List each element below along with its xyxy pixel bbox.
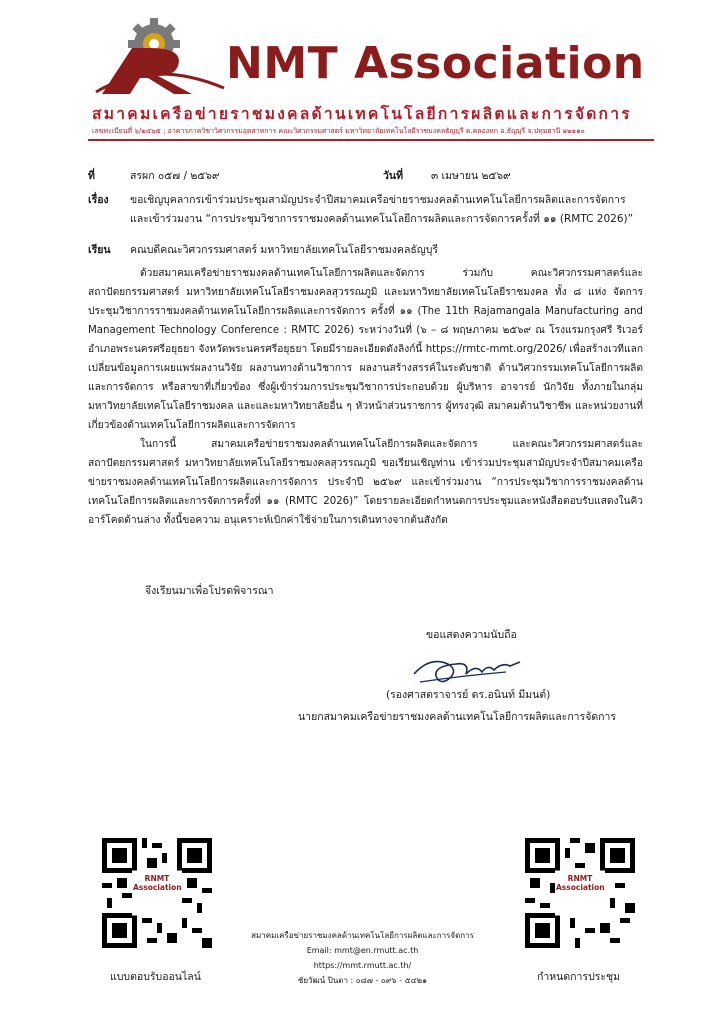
closing-sentence: จึงเรียนมาเพื่อโปรดพิจารณา bbox=[145, 585, 274, 597]
footer-email[interactable]: Email: mmt@en.rmutt.ac.th bbox=[306, 946, 419, 955]
date-value: ๓ เมษายน ๒๕๖๙ bbox=[431, 170, 511, 182]
recipient-label: เรียน bbox=[88, 244, 111, 256]
org-address: เลขทะเบียนที่ ๖/๒๕๖๕ ; อาคารภาควิชาวิศวกรรมอุตสาหการ คณะวิศวกรรมศาสตร์ มหาวิทยาลัยเทคโนโลยีราชมงคลธัญบุรี ต.คลองหก อ.ธัญบุรี จ.ปทุมธานี ๑๒๑๑๐ bbox=[92, 127, 585, 135]
subject-line-1: ขอเชิญบุคลากรเข้าร่วมประชุมสามัญประจำปีสมาคมเครือข่ายราชมงคลด้านเทคโนโลยีการผลิตและการจัดการ bbox=[130, 194, 626, 206]
regards: ขอแสดงความนับถือ bbox=[426, 629, 517, 641]
signer-name: (รองศาสตราจารย์ ดร.อนินท์ มีมนต์) bbox=[386, 689, 551, 701]
association-logo bbox=[92, 18, 232, 98]
signer-title: นายกสมาคมเครือข่ายราชมงคลด้านเทคโนโลยีการผลิตและการจัดการ bbox=[298, 711, 617, 723]
date-label: วันที่ bbox=[383, 170, 403, 182]
ref-label: ที่ bbox=[88, 170, 95, 182]
qr-logo-right: RNMT Association bbox=[556, 874, 605, 892]
body-paragraph-2: ในการนี้ สมาคมเครือข่ายราชมงคลด้านเทคโนโลยีการผลิตและจัดการ และคณะวิศวกรรมศาสตร์และสถาปัตยกรรมศาสตร์ มหาวิทยาลัยเทคโนโลยีราชมงคลสุวรรณภูมิ ขอเรียนเชิญท่าน เข้าร่วมประชุมสามัญประจำปีสมาคมเครือข่ายราชมงคลด้านเทคโนโลยีการผลิตและการจัดการ ประจำปี ๒๕๖๙ และเข้าร่วมงาน “การประชุมวิชาการราชมงคลด้านเทคโนโลยีการผลิตและการจัดการครั้งที่ ๑๑ (RMTC 2026)” โดยรายละเอียดกำหนดการประชุมและหนังสือตอบรับแสดงในคิวอาร์โคดด้านล่าง ทั้งนี้ขอความ อนุเคราะห์เบิกค่าใช้จ่ายในการเดินทางจากต้นสังกัด bbox=[88, 439, 643, 526]
footer-org-name: สมาคมเครือข่ายราชมงคลด้านเทคโนโลยีการผลิตและการจัดการ bbox=[251, 931, 474, 940]
recipient-value: คณบดีคณะวิศวกรรมศาสตร์ มหาวิทยาลัยเทคโนโลยีราชมงคลธัญบุรี bbox=[130, 244, 439, 256]
letter-body bbox=[88, 264, 643, 530]
qr-code-registration[interactable] bbox=[102, 838, 212, 948]
footer-website[interactable]: https://mmt.rmutt.ac.th/ bbox=[313, 961, 412, 970]
org-name-english: NMT Association bbox=[226, 38, 645, 89]
footer-contact bbox=[230, 928, 495, 988]
header-divider bbox=[88, 139, 654, 141]
footer-phone: ชัยวัฒน์ ปินตา : ๐๘๗ - ๐๙๖ - ๕๔๒๑ bbox=[297, 976, 428, 985]
qr-caption-registration: แบบตอบรับออนไลน์ bbox=[110, 971, 201, 983]
qr-caption-schedule: กำหนดการประชุม bbox=[537, 971, 621, 983]
org-name-thai: สมาคมเครือข่ายราชมงคลด้านเทคโนโลยีการผลิตและการจัดการ bbox=[92, 105, 632, 123]
body-paragraph-1: ด้วยสมาคมเครือข่ายราชมงคลด้านเทคโนโลยีการผลิตและจัดการ ร่วมกับ คณะวิศวกรรมศาสตร์และสถาปัตยกรรมศาสตร์ มหาวิทยาลัยเทคโนโลยีราชมงคลสุวรรณภูมิ และมหาวิทยาลัยเทคโนโลยีราชมงคล ทั้ง ๘ แห่ง จัดการประชุมวิชาการราชมงคลด้านเทคโนโลยีการผลิตและการจัดการ ครั้งที่ ๑๑ (The 11th Rajamangala Manufacturing and Management Technology Conference : RMTC 2026) ระหว่างวันที่ (๖ – ๘ พฤษภาคม ๒๕๖๙ ณ โรงแรมกรุงศรี ริเวอร์ อำเภอพระนครศรีอยุธยา จังหวัดพระนครศรีอยุธยา โดยมีรายละเอียดดังลิงก์นี้ https://rmtc-mmt.org/2026/ เพื่อสร้างเวทีแลกเปลี่ยนข้อมูลการเผยแพร่ผลงานวิจัย ผลงานทางด้านวิชาการ ผลงานสร้างสรรค์ในระดับชาติ ด้านวิศวกรรมเทคโนโลยีการผลิตและการจัดการ หรือสาขาที่เกี่ยวข้อง ซึ่งผู้เข้าร่วมการประชุมวิชาการประกอบด้วย ผู้บริหาร อาจารย์ นักวิจัย ทั้งภายในกลุ่มมหาวิทยาลัยเทคโนโลยีราชมงคล และและมหาวิทยาลัยอื่น ๆ หัวหน้าส่วนราชการ ผู้ทรงวุฒิ สมาคมด้านวิชาชีพ และหน่วยงานที่เกี่ยวข้องด้านเทคโนโลยีการผลิตและการจัดการ bbox=[88, 268, 643, 431]
subject-line-2: และเข้าร่วมงาน “การประชุมวิชาการราชมงคลด้านเทคโนโลยีการผลิตและการจัดการครั้งที่ ๑๑ (RMTC 2026)” bbox=[130, 213, 634, 225]
ref-number: สรผก ๐๕๗ / ๒๕๖๙ bbox=[130, 170, 220, 182]
qr-logo-left: RNMT Association bbox=[133, 874, 182, 892]
signature bbox=[410, 642, 530, 692]
qr-code-schedule[interactable] bbox=[525, 838, 635, 948]
subject-label: เรื่อง bbox=[88, 194, 109, 206]
logo-r-icon bbox=[96, 48, 224, 94]
